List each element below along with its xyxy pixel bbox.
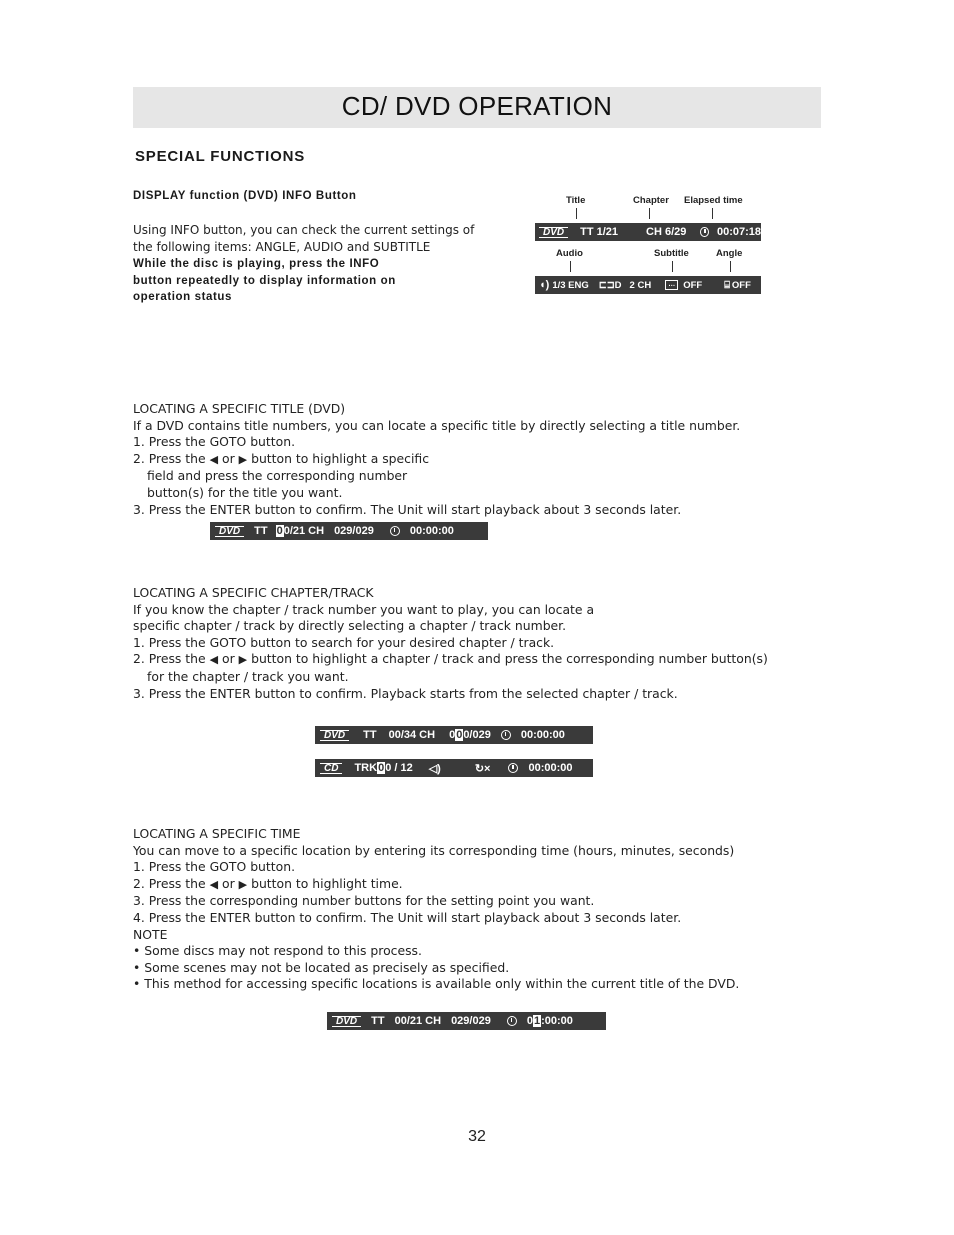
dolby-icon: ⊏⊐ (598, 279, 615, 291)
osd-display-bar-1 (535, 223, 761, 241)
locate-title-step-2-cont: field and press the corresponding number (147, 468, 408, 484)
locate-title-section (133, 401, 740, 518)
osd-time-value: :00:00 (541, 1015, 573, 1027)
callout-pointer (576, 208, 577, 219)
display-line: the following items: ANGLE, AUDIO and SUBTITLE (133, 239, 431, 254)
callout-subtitle: Subtitle (654, 248, 689, 259)
osd-highlight-digit: 0 (456, 729, 463, 741)
display-bold-line: button repeatedly to display information on (133, 274, 396, 287)
locate-time-intro: You can move to a specific location by entering its corresponding time (hours, minutes, seconds) (133, 842, 735, 858)
locate-time-step-4: 4. Press the ENTER button to confirm. The Unit will start playback about 3 seconds later. (133, 909, 682, 925)
step-text: or (222, 651, 235, 667)
locate-time-step-3: 3. Press the corresponding number buttons for the setting point you want. (133, 893, 595, 909)
display-instructions (133, 256, 396, 306)
clock-icon (700, 227, 709, 237)
step-text: button to highlight a specific (251, 450, 430, 466)
osd-dolby-value: D (614, 279, 622, 291)
right-arrow-icon: ▶ (238, 653, 248, 667)
step-text: button to highlight a chapter / track and press the corresponding number button(s) (251, 651, 768, 667)
osd-highlight-digit: 0 (276, 525, 283, 537)
osd-title-value: TT 1/21 (580, 226, 619, 238)
osd-elapsed-time: 00:07:18 (716, 226, 761, 238)
osd-angle-value: OFF (731, 279, 751, 291)
osd-trk-label: TRK (354, 762, 378, 774)
cd-logo-icon: CD (320, 763, 342, 774)
locate-time-step-1: 1. Press the GOTO button. (133, 859, 296, 875)
display-bold-line: operation status (133, 291, 233, 304)
locate-time-step-2 (133, 876, 739, 894)
step-text: or (222, 450, 235, 466)
note-item: • Some discs may not respond to this process. (133, 943, 422, 959)
left-arrow-icon: ◀ (209, 877, 219, 891)
osd-tt-label: TT (363, 729, 377, 741)
osd-tt-label: TT (371, 1015, 385, 1027)
display-heading: DISPLAY function (DVD) INFO Button (133, 190, 357, 202)
osd-time-goto-bar (327, 1012, 606, 1030)
locate-title-intro: If a DVD contains title numbers, you can locate a specific title by directly selecting a title number. (133, 417, 741, 433)
osd-subtitle-value: OFF (683, 279, 703, 291)
osd-time-value: 00:00:00 (409, 525, 454, 537)
left-arrow-icon: ◀ (209, 452, 219, 466)
osd-channel-value: 2 CH (629, 279, 652, 291)
osd-chapter-value: 029/029 (451, 1015, 491, 1027)
locate-chapter-step-1: 1. Press the GOTO button to search for your desired chapter / track. (133, 634, 555, 650)
display-description (133, 222, 474, 255)
osd-chapter-value: 0/029 (463, 729, 491, 741)
locate-time-heading: LOCATING A SPECIFIC TIME (133, 826, 301, 841)
audio-icon: ◖) (539, 279, 550, 291)
clock-icon (501, 730, 511, 740)
callout-title: Title (566, 195, 586, 206)
locate-chapter-line: If you know the chapter / track number you want to play, you can locate a (133, 601, 595, 617)
locate-chapter-line: specific chapter / track by directly selecting a chapter / track number. (133, 618, 567, 634)
locate-time-section (133, 826, 739, 993)
osd-time-prefix: 0 (526, 1015, 533, 1027)
dvd-logo-icon: DVD (320, 730, 349, 741)
locate-title-step-3: 3. Press the ENTER button to confirm. The Unit will start playback about 3 seconds later. (133, 501, 682, 517)
callout-pointer (730, 261, 731, 272)
locate-title-step-2 (133, 451, 740, 469)
osd-time-value: 00:00:00 (520, 729, 565, 741)
locate-chapter-heading: LOCATING A SPECIFIC CHAPTER/TRACK (133, 585, 374, 600)
clock-icon (508, 763, 518, 773)
page-header-bar (133, 87, 821, 128)
note-item: • This method for accessing specific locations is available only within the current title of the DVD. (133, 976, 740, 992)
page-title: CD/ DVD OPERATION (341, 91, 613, 121)
subtitle-icon: … (665, 280, 678, 290)
osd-display-bar-2 (535, 276, 761, 294)
clock-icon (390, 526, 400, 536)
locate-title-step-1: 1. Press the GOTO button. (133, 434, 296, 450)
osd-time-value: 00:00:00 (528, 762, 573, 774)
locate-title-heading: LOCATING A SPECIFIC TITLE (DVD) (133, 401, 346, 416)
section-heading: SPECIAL FUNCTIONS (135, 148, 306, 165)
step-text: button to highlight time. (251, 875, 403, 891)
dvd-logo-icon: DVD (332, 1016, 361, 1027)
osd-title-value: 00/21 CH (394, 1015, 442, 1027)
repeat-off-icon: ↻× (474, 762, 491, 775)
callout-pointer (570, 261, 571, 272)
osd-chapter-goto-bar (315, 726, 593, 744)
locate-chapter-section (133, 585, 768, 702)
osd-title-value: 00/34 CH (388, 729, 436, 741)
display-line: Using INFO button, you can check the current settings of (133, 223, 475, 237)
callout-pointer (649, 208, 650, 219)
locate-chapter-step-2-cont: for the chapter / track you want. (147, 668, 349, 684)
speaker-icon: ◁) (428, 762, 441, 775)
camera-angle-icon: ⌸ (724, 279, 730, 291)
step-text: 2. Press the (133, 651, 206, 667)
right-arrow-icon: ▶ (238, 452, 248, 466)
locate-title-step-2-cont: button(s) for the title you want. (147, 484, 343, 500)
osd-chapter-prefix: 0 (449, 729, 456, 741)
osd-track-value: 0 / 12 (385, 762, 413, 774)
osd-audio-value: 1/3 ENG (552, 279, 589, 291)
dvd-logo-icon: DVD (215, 526, 244, 537)
osd-title-goto-bar (210, 522, 488, 540)
callout-angle: Angle (716, 248, 743, 259)
step-text: 2. Press the (133, 875, 206, 891)
clock-icon (507, 1016, 517, 1026)
display-bold-line: While the disc is playing, press the INFO (133, 258, 380, 270)
page-number: 32 (468, 1128, 486, 1145)
callout-chapter: Chapter (633, 195, 669, 206)
osd-tt-label: TT (254, 525, 268, 537)
note-item: • Some scenes may not be located as precisely as specified. (133, 959, 510, 975)
locate-chapter-step-2 (133, 651, 768, 669)
dvd-logo-icon: DVD (539, 227, 568, 238)
locate-chapter-step-3: 3. Press the ENTER button to confirm. Playback starts from the selected chapter / track. (133, 685, 678, 701)
osd-highlight-digit: 0 (378, 762, 385, 774)
osd-title-value: 0/21 CH (283, 525, 325, 537)
step-text: 2. Press the (133, 450, 206, 466)
osd-track-goto-bar (315, 759, 593, 777)
callout-audio: Audio (556, 248, 583, 259)
right-arrow-icon: ▶ (238, 877, 248, 891)
osd-chapter-value: 029/029 (334, 525, 374, 537)
left-arrow-icon: ◀ (209, 653, 219, 667)
callout-pointer (672, 261, 673, 272)
note-label: NOTE (133, 926, 168, 942)
callout-pointer (712, 208, 713, 219)
osd-chapter-value: CH 6/29 (646, 226, 687, 238)
step-text: or (222, 875, 235, 891)
osd-highlight-digit: 1 (533, 1015, 541, 1027)
callout-elapsed-time: Elapsed time (684, 195, 743, 206)
